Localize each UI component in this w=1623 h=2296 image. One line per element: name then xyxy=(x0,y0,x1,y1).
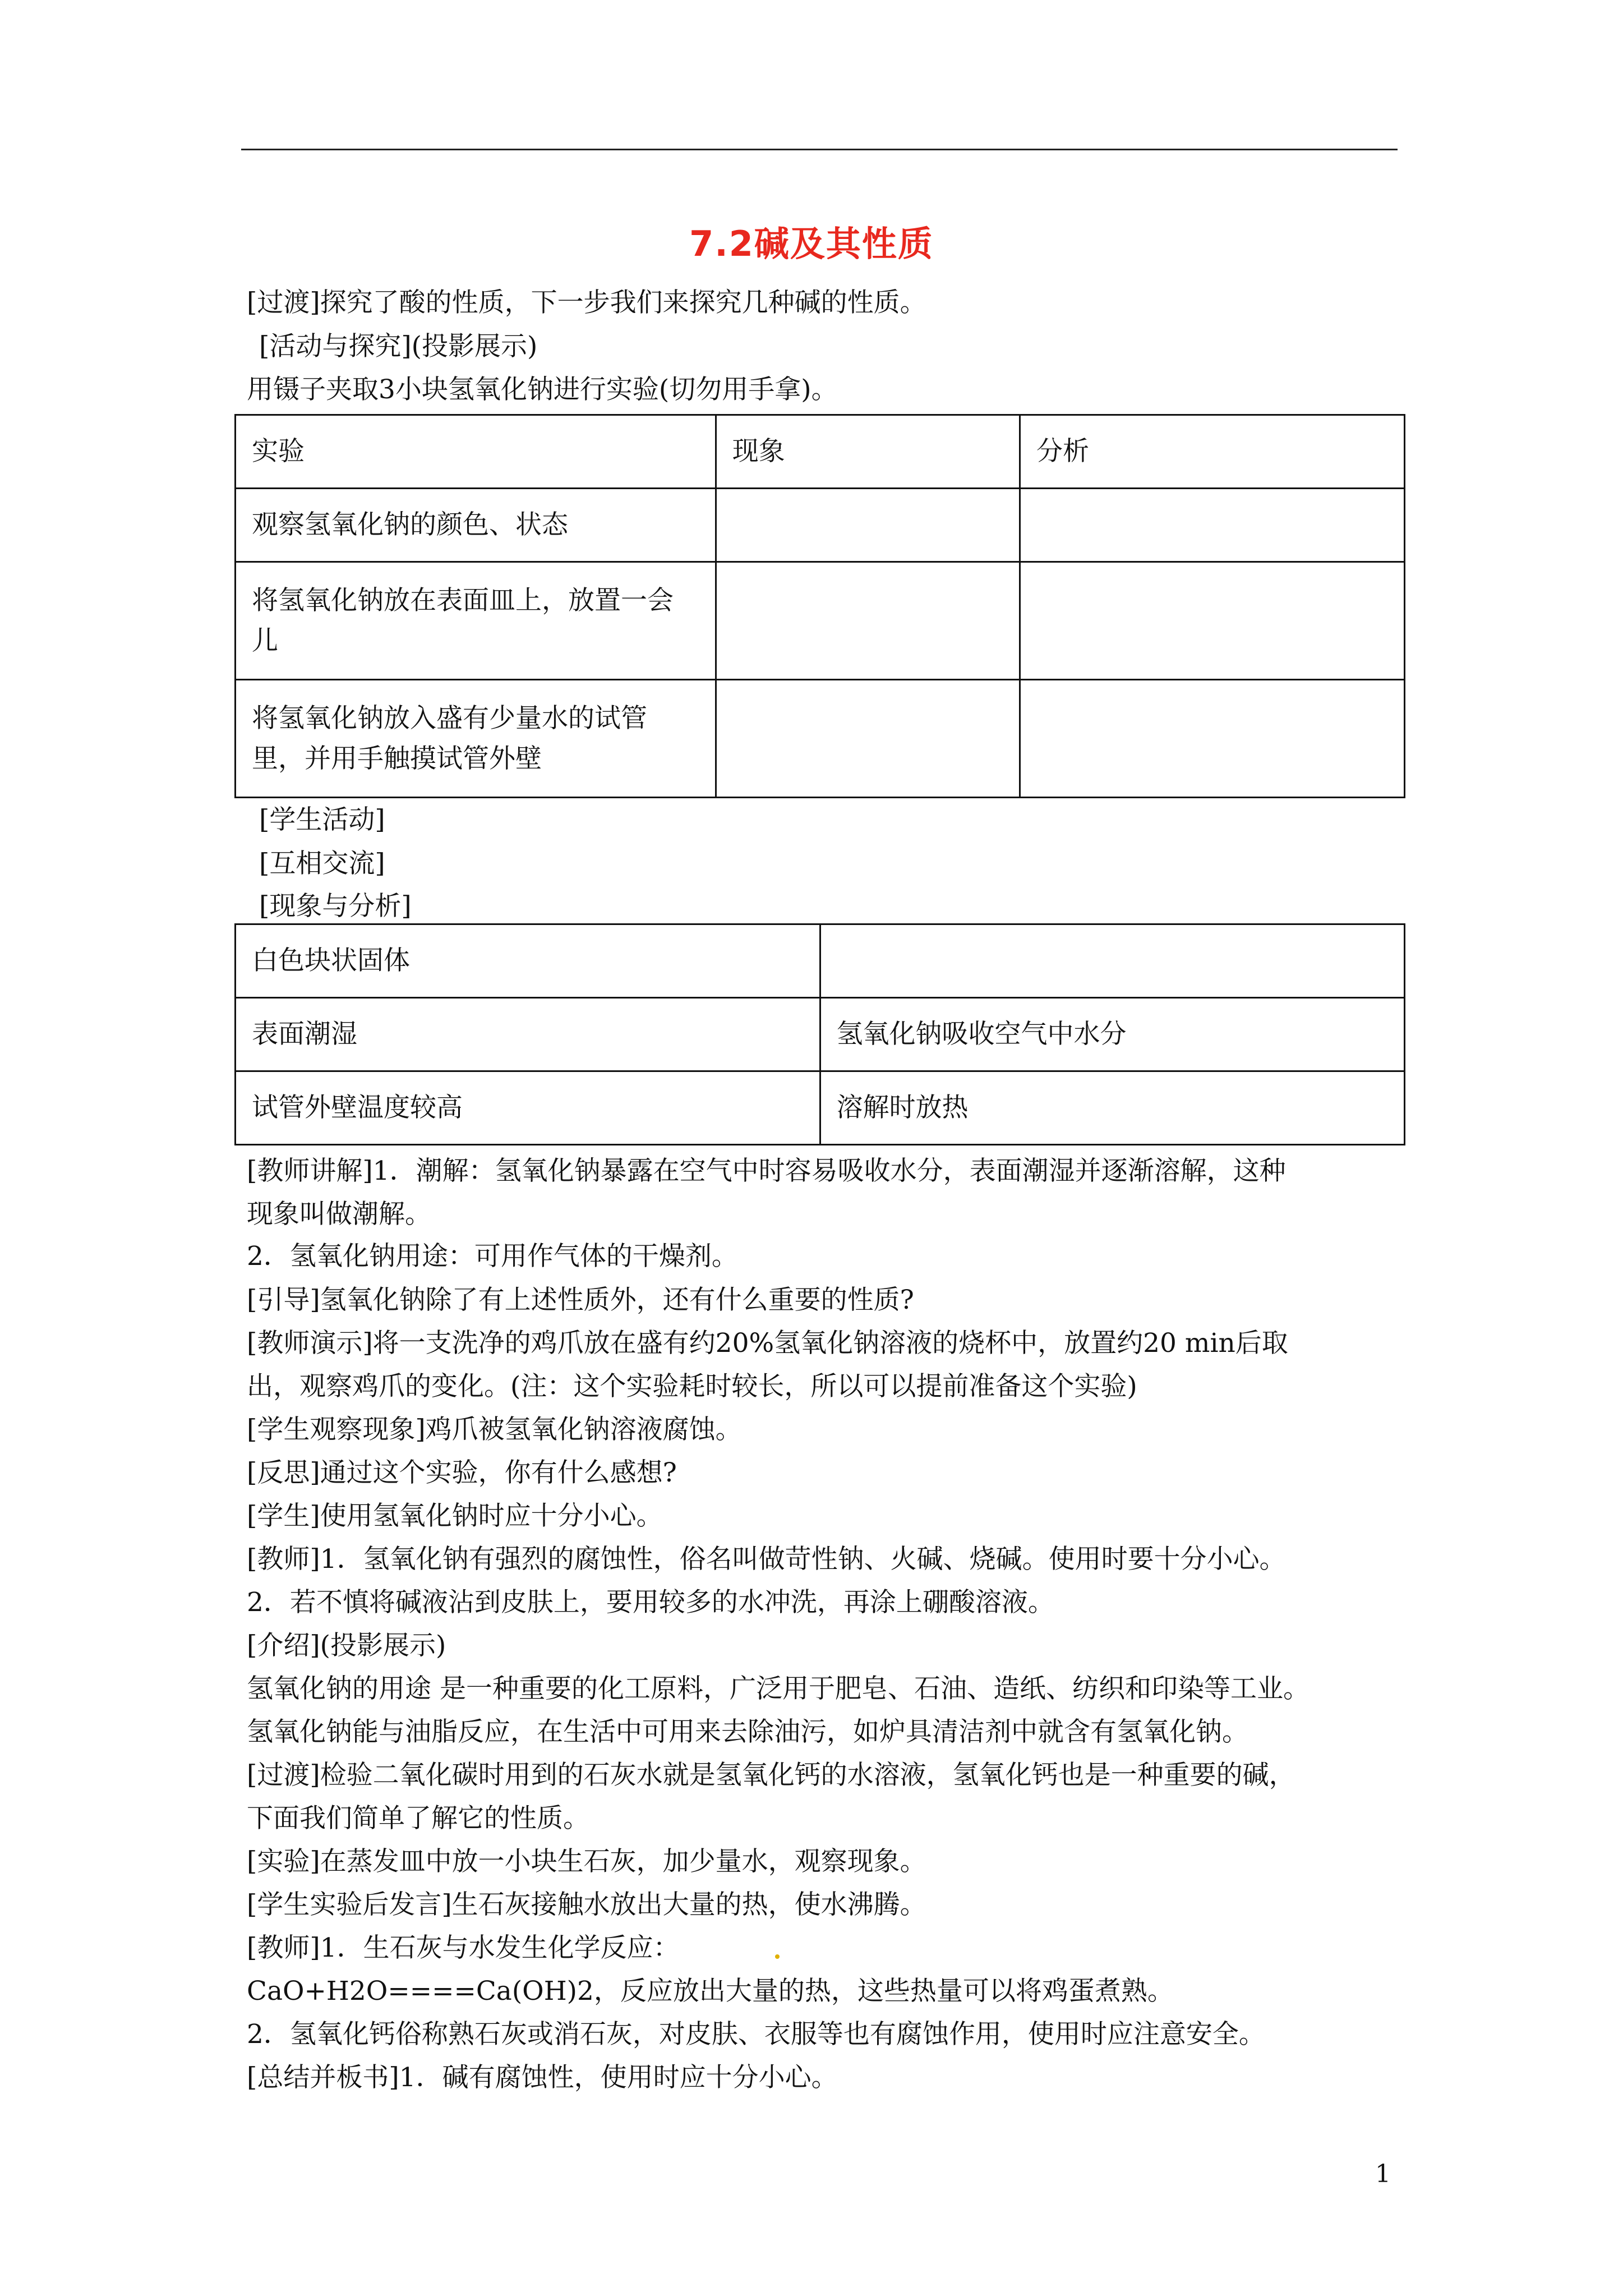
text-line: [教师]1．氢氧化钠有强烈的腐蚀性，俗名叫做苛性钠、火碱、烧碱。使用时要十分小心。 xyxy=(247,1544,1286,1575)
experiment-table xyxy=(234,414,1405,798)
table-cell: 观察氢氧化钠的颜色、状态 xyxy=(236,489,716,562)
table-header-cell: 现象 xyxy=(716,415,1020,489)
text-line: [介绍](投影展示) xyxy=(247,1630,446,1661)
table-cell: 白色块状固体 xyxy=(236,924,820,998)
table-cell xyxy=(1020,562,1405,680)
table-cell: 将氢氧化钠放在表面皿上，放置一会儿 xyxy=(236,562,716,680)
table-cell: 将氢氧化钠放入盛有少量水的试管里，并用手触摸试管外壁 xyxy=(236,680,716,798)
table-cell xyxy=(820,924,1405,998)
table-cell xyxy=(716,562,1020,680)
text-line: 氢氧化钠的用途 是一种重要的化工原料，广泛用于肥皂、石油、造纸、纺织和印染等工业。 xyxy=(247,1673,1310,1704)
text-line: [教师演示]将一支洗净的鸡爪放在盛有约20%氢氧化钠溶液的烧杯中，放置约20 min后取 xyxy=(247,1328,1288,1359)
table-cell xyxy=(716,489,1020,562)
table-cell xyxy=(716,680,1020,798)
table-header-cell: 实验 xyxy=(236,415,716,489)
header-rule xyxy=(241,149,1398,150)
text-line: [学生活动] xyxy=(259,804,385,835)
table-cell: 氢氧化钠吸收空气中水分 xyxy=(820,998,1405,1071)
text-line: [学生实验后发言]生石灰接触水放出大量的热，使水沸腾。 xyxy=(247,1889,926,1920)
text-line: [学生]使用氢氧化钠时应十分小心。 xyxy=(247,1501,663,1531)
table-header-cell: 分析 xyxy=(1020,415,1405,489)
text-line: [活动与探究](投影展示) xyxy=(259,331,538,362)
table-cell: 溶解时放热 xyxy=(820,1071,1405,1145)
table-cell: 试管外壁温度较高 xyxy=(236,1071,820,1145)
text-line: 下面我们简单了解它的性质。 xyxy=(247,1803,589,1834)
phenomenon-table xyxy=(234,923,1405,1145)
text-line: 2．氢氧化钠用途：可用作气体的干燥剂。 xyxy=(247,1241,738,1272)
text-line: 现象叫做潮解。 xyxy=(247,1199,431,1230)
text-line: [总结并板书]1．碱有腐蚀性，使用时应十分小心。 xyxy=(247,2062,838,2093)
table-cell: 表面潮湿 xyxy=(236,998,820,1071)
text-line: [过渡]检验二氧化碳时用到的石灰水就是氢氧化钙的水溶液，氢氧化钙也是一种重要的碱， xyxy=(247,1760,1295,1791)
text-line: 氢氧化钠能与油脂反应，在生活中可用来去除油污，如炉具清洁剂中就含有氢氧化钠。 xyxy=(247,1717,1248,1747)
text-line: [互相交流] xyxy=(259,848,385,879)
text-line: [教师讲解]1．潮解：氢氧化钠暴露在空气中时容易吸收水分，表面潮湿并逐渐溶解，这种 xyxy=(247,1156,1286,1186)
text-line: [反思]通过这个实验，你有什么感想? xyxy=(247,1457,677,1488)
text-line: 用镊子夹取3小块氢氧化钠进行实验(切勿用手拿)。 xyxy=(247,374,838,405)
text-line: [实验]在蒸发皿中放一小块生石灰，加少量水，观察现象。 xyxy=(247,1846,926,1877)
text-line: CaO+H2O====Ca(OH)2，反应放出大量的热，这些热量可以将鸡蛋煮熟。 xyxy=(247,1976,1174,2007)
text-line: [引导]氢氧化钠除了有上述性质外，还有什么重要的性质? xyxy=(247,1285,914,1315)
text-line: [过渡]探究了酸的性质，下一步我们来探究几种碱的性质。 xyxy=(247,287,926,318)
page-number: 1 xyxy=(1375,2160,1391,2188)
table-cell xyxy=(1020,680,1405,798)
text-line: [现象与分析] xyxy=(259,891,412,922)
text-line: 2．氢氧化钙俗称熟石灰或消石灰，对皮肤、衣服等也有腐蚀作用，使用时应注意安全。 xyxy=(247,2019,1265,2050)
text-line: 2．若不慎将碱液沾到皮肤上，要用较多的水冲洗，再涂上硼酸溶液。 xyxy=(247,1587,1054,1618)
ink-dot xyxy=(775,1954,780,1959)
text-line: 出，观察鸡爪的变化。(注：这个实验耗时较长，所以可以提前准备这个实验) xyxy=(247,1371,1137,1402)
table-cell xyxy=(1020,489,1405,562)
text-line: [学生观察现象]鸡爪被氢氧化钠溶液腐蚀。 xyxy=(247,1414,742,1445)
page-title: 7.2碱及其性质 xyxy=(689,223,934,264)
text-line: [教师]1．生石灰与水发生化学反应： xyxy=(247,1932,680,1963)
